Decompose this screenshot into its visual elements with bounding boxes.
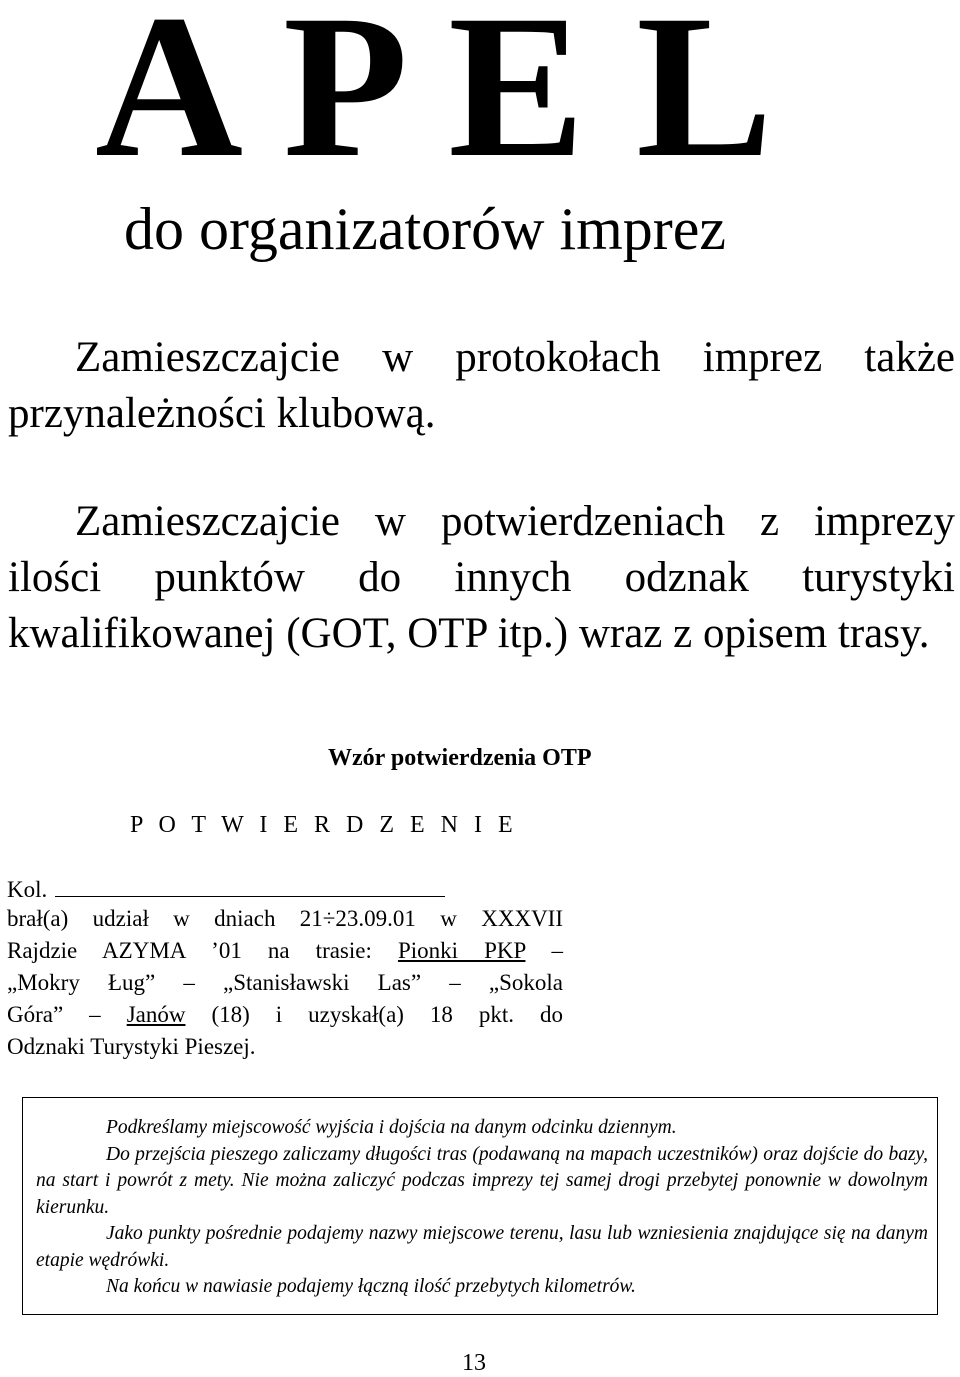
end-location-underlined: Janów	[126, 1002, 186, 1027]
name-blank-line	[55, 876, 445, 897]
note-3-text: Jako punkty pośrednie podajemy nazwy miejscowe terenu, lasu lub wzniesienia znajdujące się na danym etapie wędrówki.	[36, 1223, 928, 1271]
confirmation-line-4	[7, 999, 563, 1031]
note-2	[36, 1142, 928, 1222]
note-3	[36, 1221, 928, 1274]
confirmation-line-3: „Mokry Ług” – „Stanisławski Las” – „Sokola	[7, 970, 563, 995]
confirmation-line-4-b: (18) i uzyskał(a) 18 pkt. do	[211, 1002, 564, 1027]
appeal-paragraph-1	[8, 330, 955, 442]
kol-label: Kol.	[7, 877, 48, 902]
appeal-paragraph-2-text: Zamieszczajcie w potwierdzeniach z imprezy ilości punktów do innych odznak turystyki kwalifikowanej (GOT, OTP itp.) wraz z opisem trasy.	[8, 498, 955, 657]
note-1-text: Podkreślamy miejscowość wyjścia i dojścia na danym odcinku dziennym.	[106, 1117, 677, 1138]
confirmation-line-5: Odznaki Turystyki Pieszej.	[7, 1034, 256, 1059]
note-4	[36, 1274, 928, 1301]
page-number: 13	[462, 1350, 486, 1376]
note-2-text: Do przejścia pieszego zaliczamy długości tras (podawaną na mapach uczestników) oraz dojście do bazy, na start i powrót z mety. Nie można zaliczyć podczas imprezy tej samej drogi przebytej ponownie w dowolnym kierunku.	[36, 1143, 928, 1218]
confirmation-line-2-dash: –	[551, 938, 564, 963]
confirmation-line-2-a: Rajdzie AZYMA ’01 na trasie:	[7, 938, 372, 963]
confirmation-label: P O T W I E R D Z E N I E	[130, 812, 518, 838]
page-title: A P E L	[95, 0, 773, 200]
confirmation-line-1: brał(a) udział w dniach 21÷23.09.01 w XXXVII	[7, 906, 563, 931]
confirmation-line-4-a: Góra” –	[7, 1002, 101, 1027]
notes-text	[36, 1115, 928, 1301]
confirmation-body	[7, 903, 563, 1063]
page-subtitle: do organizatorów imprez	[124, 196, 727, 262]
note-1	[36, 1115, 928, 1142]
confirmation-line-2	[7, 935, 563, 967]
appeal-paragraph-1-text: Zamieszczajcie w protokołach imprez także przynależności klubową.	[8, 334, 955, 437]
example-heading: Wzór potwierdzenia OTP	[328, 745, 592, 771]
start-location-underlined: Pionki PKP	[397, 938, 526, 963]
appeal-paragraph-2	[8, 494, 955, 662]
note-4-text: Na końcu w nawiasie podajemy łączną ilość przebytych kilometrów.	[106, 1276, 636, 1297]
kol-line	[7, 875, 445, 905]
